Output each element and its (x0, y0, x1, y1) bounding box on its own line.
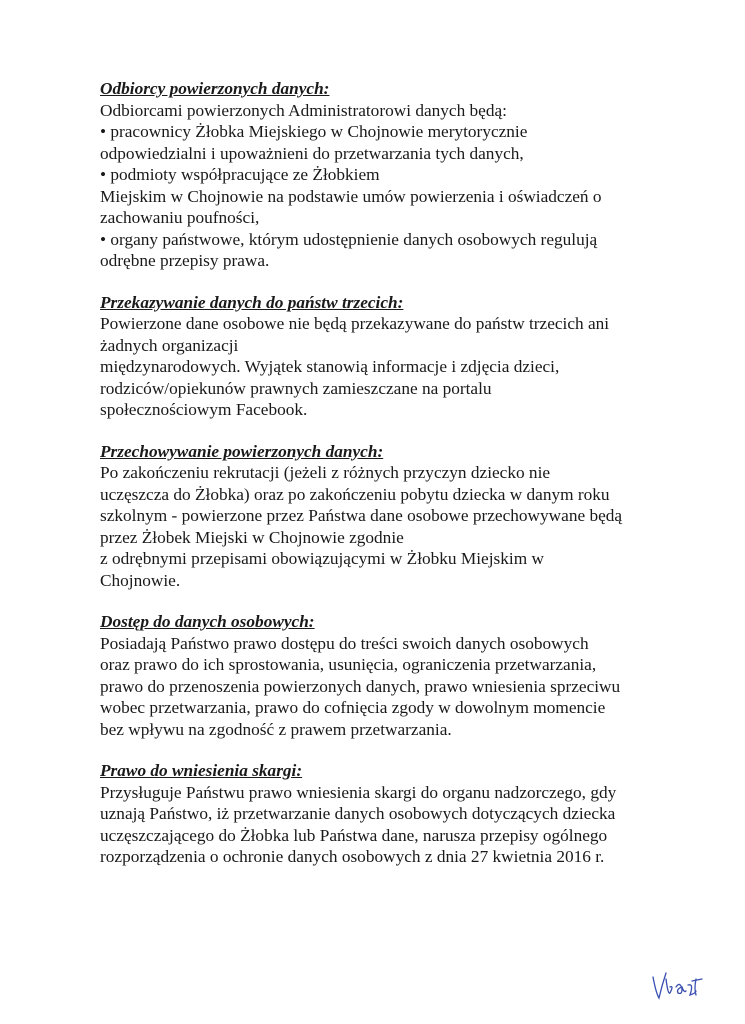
section-heading: Odbiorcy powierzonych danych: (100, 79, 330, 98)
paragraph-line: • podmioty współpracujące ze Żłobkiem (100, 165, 380, 184)
section-heading: Przekazywanie danych do państw trzecich: (100, 292, 404, 312)
section (100, 78, 680, 272)
paragraph-line: uczęszczającego do Żłobka lub Państwa dane, narusza przepisy ogólnego (100, 825, 608, 845)
paragraph-line: Chojnowie. (100, 570, 181, 590)
section-heading: Przechowywanie powierzonych danych: (100, 441, 384, 461)
section (100, 611, 680, 740)
paragraph-line: Posiadają Państwo prawo dostępu do treści swoich danych osobowych (100, 633, 589, 653)
paragraph-line: rodziców/opiekunów prawnych zamieszczane na portalu (100, 378, 492, 398)
paragraph-line: Odbiorcami powierzonych Administratorowi danych będą: (100, 100, 507, 120)
paragraph-line: bez wpływu na zgodność z prawem przetwarzania. (100, 719, 452, 739)
paragraph-line: przez Żłobek Miejski w Chojnowie zgodnie (100, 527, 404, 547)
paragraph-line: międzynarodowych. Wyjątek stanowią informacje i zdjęcia dzieci, (100, 357, 560, 376)
section (100, 441, 680, 592)
section (100, 292, 680, 421)
section-heading: Prawo do wniesienia skargi: (100, 761, 303, 780)
paragraph-line: uznają Państwo, iż przetwarzanie danych osobowych dotyczących dziecka (100, 804, 616, 823)
paragraph-line: Miejskim w Chojnowie na podstawie umów powierzenia i oświadczeń o (100, 186, 602, 206)
paragraph-line: Przysługuje Państwu prawo wniesienia skargi do organu nadzorczego, gdy (100, 782, 617, 802)
paragraph-line: z odrębnymi przepisami obowiązującymi w Żłobku Miejskim w (100, 549, 544, 568)
paragraph-line: • pracownicy Żłobka Miejskiego w Chojnowie merytorycznie (100, 122, 528, 141)
paragraph-line: • organy państwowe, którym udostępnienie danych osobowych regulują (100, 229, 598, 249)
paragraph-line: społecznościowym Facebook. (100, 400, 308, 419)
paragraph-line: odpowiedzialni i upoważnieni do przetwarzania tych danych, (100, 143, 524, 163)
paragraph-line: zachowaniu poufności, (100, 208, 260, 227)
paragraph-line: prawo do przenoszenia powierzonych danych, prawo wniesienia sprzeciwu (100, 676, 621, 696)
document-body (100, 78, 680, 888)
section-heading: Dostęp do danych osobowych: (100, 612, 315, 631)
paragraph-line: szkolnym - powierzone przez Państwa dane osobowe przechowywane będą (100, 506, 623, 525)
signature-stroke (653, 973, 702, 998)
paragraph-line: Po zakończeniu rekrutacji (jeżeli z różnych przyczyn dziecko nie (100, 463, 551, 482)
paragraph-line: rozporządzenia o ochronie danych osobowych z dnia 27 kwietnia 2016 r. (100, 847, 605, 866)
paragraph-line: żadnych organizacji (100, 335, 239, 355)
paragraph-line: Powierzone dane osobowe nie będą przekazywane do państw trzecich ani (100, 314, 610, 333)
paragraph-line: oraz prawo do ich sprostowania, usunięcia, ograniczenia przetwarzania, (100, 655, 597, 674)
section (100, 760, 680, 868)
paragraph-line: wobec przetwarzania, prawo do cofnięcia zgody w dowolnym momencie (100, 698, 606, 717)
paragraph-line: odrębne przepisy prawa. (100, 251, 270, 270)
handwritten-initials (650, 965, 710, 1005)
paragraph-line: uczęszcza do Żłobka) oraz po zakończeniu pobytu dziecka w danym roku (100, 484, 610, 504)
